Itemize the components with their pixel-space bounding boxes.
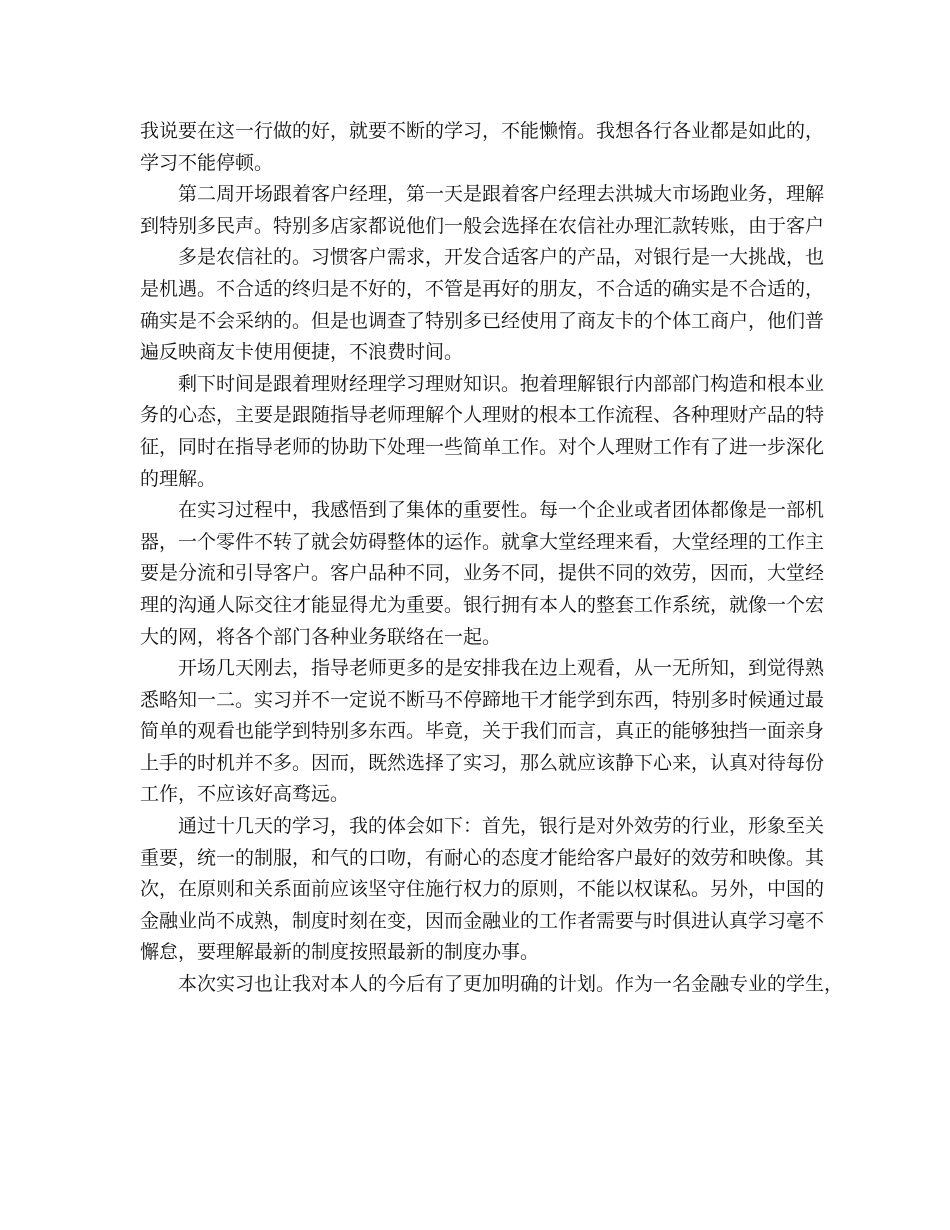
text-line: 征，同时在指导老师的协助下处理一些简单工作。对个人理财工作有了进一步深化 bbox=[140, 435, 825, 458]
text-line: 到特别多民声。特别多店家都说他们一般会选择在农信社办理汇款转账，由于客户 bbox=[140, 214, 825, 237]
paragraph-first-line: 通过十几天的学习，我的体会如下：首先，银行是对外效劳的行业，形象至关 bbox=[178, 815, 825, 838]
text-line: 器，一个零件不转了就会妨碍整体的运作。就拿大堂经理来看，大堂经理的工作主 bbox=[140, 530, 825, 553]
paragraph-first-line: 剩下时间是跟着理财经理学习理财知识。抱着理解银行内部部门构造和根本业 bbox=[178, 372, 825, 395]
text-line: 多是农信社的。习惯客户需求，开发合适客户的产品，对银行是一大挑战，也 bbox=[178, 246, 825, 269]
text-line: 懈怠，要理解最新的制度按照最新的制度办事。 bbox=[140, 941, 540, 964]
text-line: 金融业尚不成熟，制度时刻在变，因而金融业的工作者需要与时俱进认真学习毫不 bbox=[140, 909, 825, 932]
text-line: 上手的时机并不多。因而，既然选择了实习，那么就应该静下心来，认真对待每份 bbox=[140, 751, 825, 774]
text-line: 的理解。 bbox=[140, 467, 217, 490]
text-line: 确实是不会采纳的。但是也调查了特别多已经使用了商友卡的个体工商户，他们普 bbox=[140, 309, 825, 332]
text-line: 重要，统一的制服，和气的口吻，有耐心的态度才能给客户最好的效劳和映像。其 bbox=[140, 846, 825, 869]
text-line: 务的心态，主要是跟随指导老师理解个人理财的根本工作流程、各种理财产品的特 bbox=[140, 404, 825, 427]
text-line: 工作，不应该好高骛远。 bbox=[140, 783, 350, 806]
document-body bbox=[140, 116, 844, 1001]
text-line: 要是分流和引导客户。客户品种不同，业务不同，提供不同的效劳，因而，大堂经 bbox=[140, 562, 825, 585]
text-line: 大的网，将各个部门各种业务联络在一起。 bbox=[140, 625, 502, 648]
text-line: 悉略知一二。实习并不一定说不断马不停蹄地干才能学到东西，特别多时候通过最 bbox=[140, 688, 825, 711]
paragraph-first-line: 本次实习也让我对本人的今后有了更加明确的计划。作为一名金融专业的学生， bbox=[178, 973, 844, 996]
paragraph-first-line: 在实习过程中，我感悟到了集体的重要性。每一个企业或者团体都像是一部机 bbox=[178, 499, 825, 522]
text-line: 次，在原则和关系面前应该坚守住施行权力的原则，不能以权谋私。另外，中国的 bbox=[140, 878, 825, 901]
text-line: 我说要在这一行做的好，就要不断的学习，不能懒惰。我想各行各业都是如此的， bbox=[140, 120, 825, 142]
text-line: 学习不能停顿。 bbox=[140, 151, 274, 174]
paragraph-first-line: 开场几天刚去，指导老师更多的是安排我在边上观看，从一无所知，到觉得熟 bbox=[178, 657, 825, 680]
paragraph-first-line: 第二周开场跟着客户经理，第一天是跟着客户经理去洪城大市场跑业务，理解 bbox=[178, 183, 825, 206]
text-line: 理的沟通人际交往才能显得尤为重要。银行拥有本人的整套工作系统，就像一个宏 bbox=[140, 593, 825, 616]
text-line: 简单的观看也能学到特别多东西。毕竟，关于我们而言，真正的能够独挡一面亲身 bbox=[140, 720, 825, 743]
text-line: 是机遇。不合适的终归是不好的，不管是再好的朋友，不合适的确实是不合适的， bbox=[140, 277, 825, 300]
text-line: 遍反映商友卡使用便捷，不浪费时间。 bbox=[140, 341, 464, 364]
